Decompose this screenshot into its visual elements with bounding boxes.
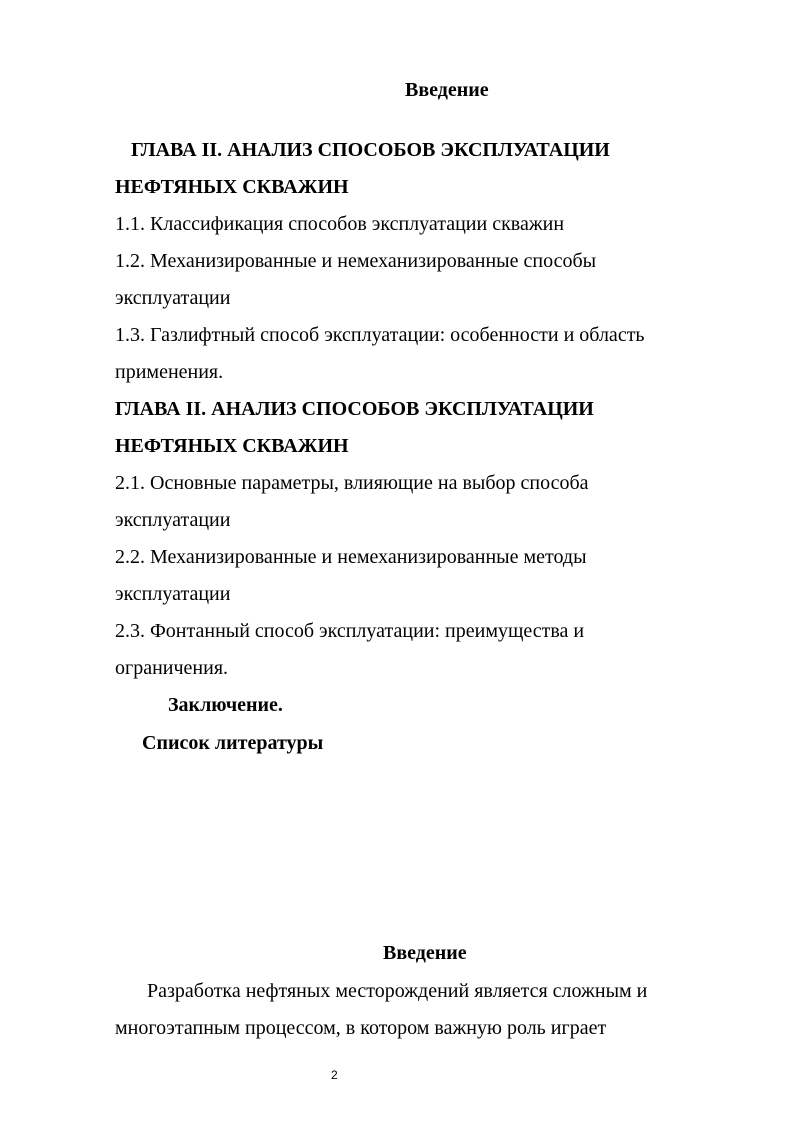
toc-item-2-3-line2: ограничения. [115, 657, 229, 679]
toc-item-2-2-line2: эксплуатации [115, 583, 231, 605]
toc-item-2-1-line2: эксплуатации [115, 509, 231, 531]
toc-conclusion: Заключение. [168, 694, 283, 716]
toc-item-2-2-line1: 2.2. Механизированные и немеханизированные методы [115, 546, 587, 568]
toc-item-2-1-line1: 2.1. Основные параметры, влияющие на выбор способа [115, 472, 589, 494]
toc-chapter2-title-line1: ГЛАВА II. АНАЛИЗ СПОСОБОВ ЭКСПЛУАТАЦИИ [115, 398, 594, 420]
toc-chapter1-title-line2: НЕФТЯНЫХ СКВАЖИН [115, 176, 349, 198]
intro-paragraph-line2: многоэтапным процессом, в котором важную роль играет [115, 1017, 607, 1039]
toc-references: Список литературы [142, 732, 324, 754]
toc-chapter2-title-line2: НЕФТЯНЫХ СКВАЖИН [115, 435, 349, 457]
page-number: 2 [331, 1068, 338, 1082]
toc-item-1-3-line1: 1.3. Газлифтный способ эксплуатации: особенности и область [115, 324, 645, 346]
toc-item-1-1: 1.1. Классификация способов эксплуатации скважин [115, 213, 565, 235]
toc-item-1-2-line2: эксплуатации [115, 287, 231, 309]
toc-item-1-2-line1: 1.2. Механизированные и немеханизированные способы [115, 250, 597, 272]
toc-intro-heading: Введение [405, 79, 489, 101]
toc-item-2-3-line1: 2.3. Фонтанный способ эксплуатации: преимущества и [115, 620, 585, 642]
intro-paragraph-line1: Разработка нефтяных месторождений является сложным и [147, 980, 648, 1002]
intro-heading: Введение [383, 942, 467, 964]
toc-item-1-3-line2: применения. [115, 361, 224, 383]
toc-chapter1-title-line1: ГЛАВА II. АНАЛИЗ СПОСОБОВ ЭКСПЛУАТАЦИИ [131, 139, 610, 161]
